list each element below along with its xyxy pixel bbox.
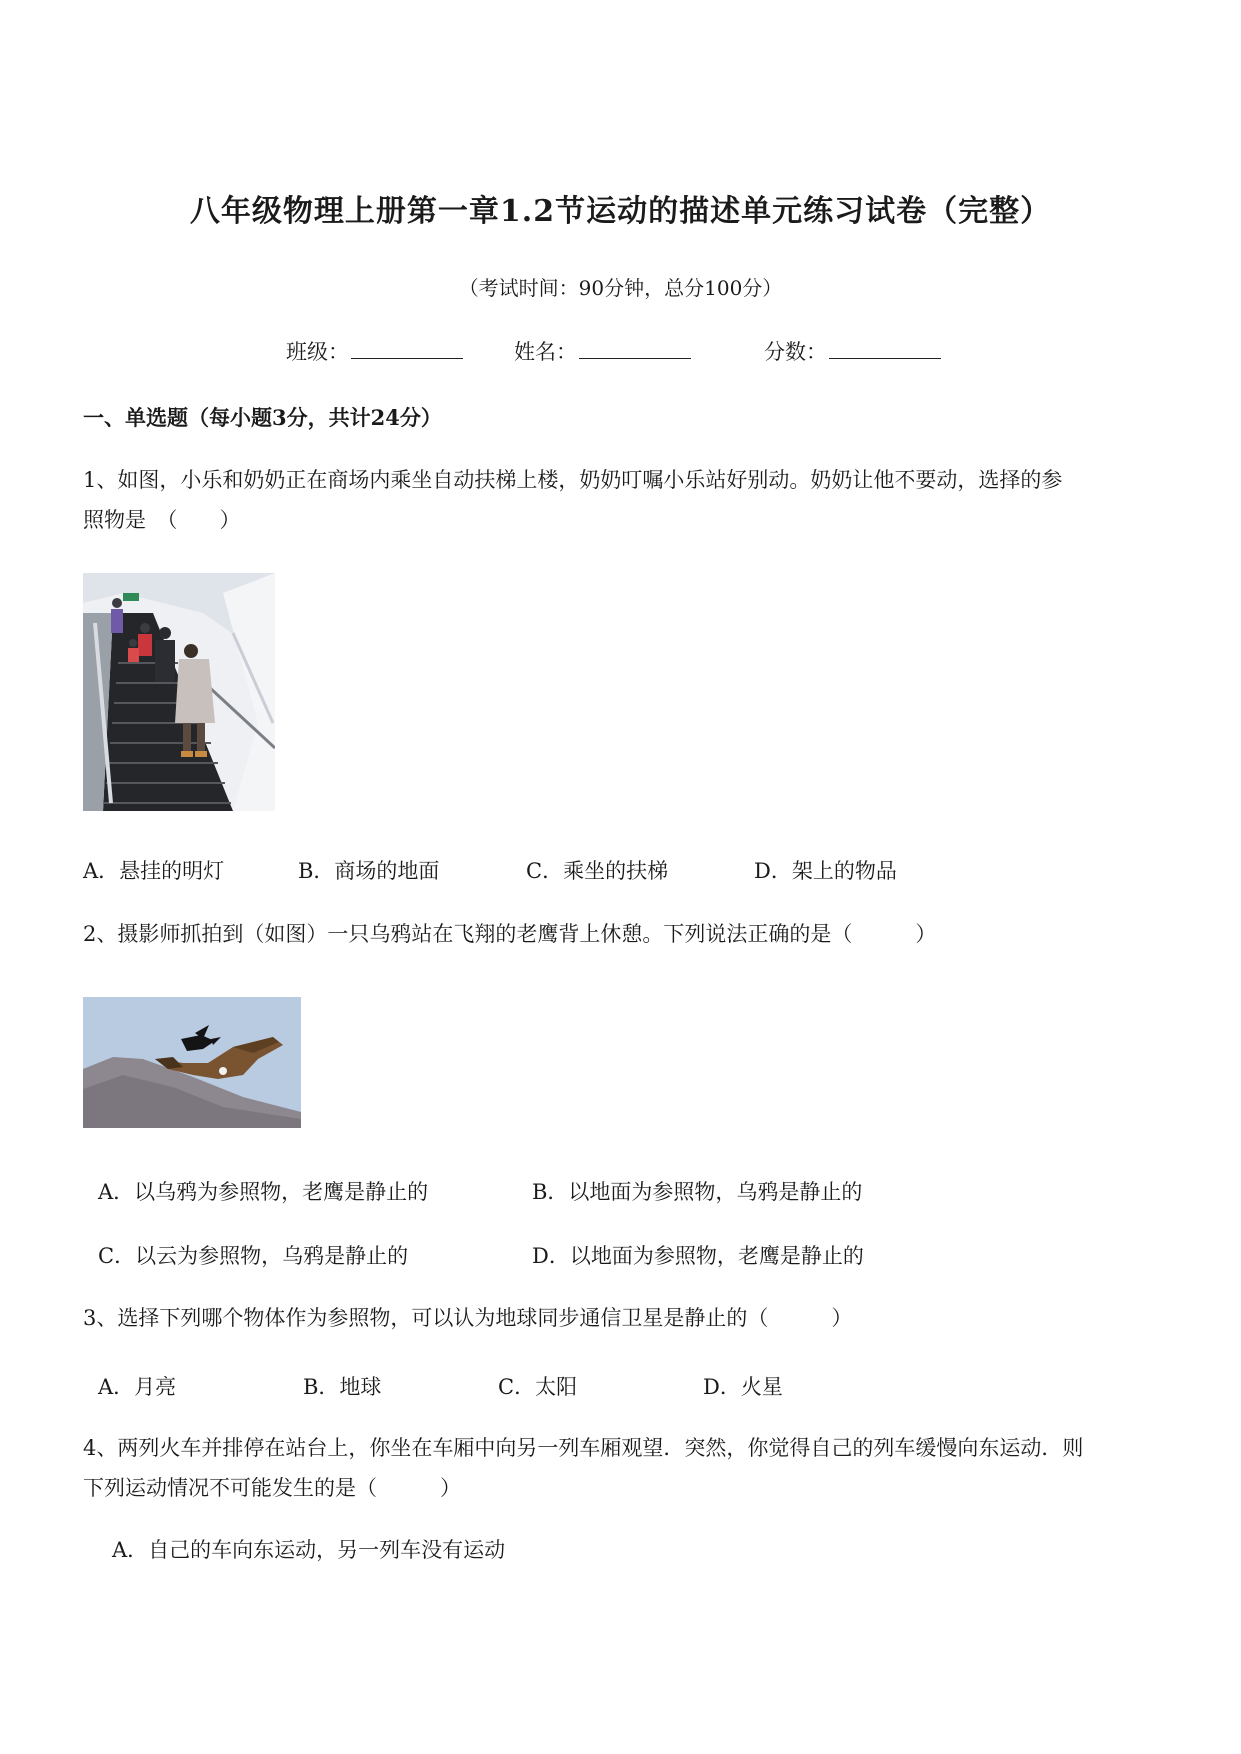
escalator-illustration <box>83 573 275 811</box>
section-heading: 一、单选题（每小题3分，共计24分） <box>83 405 442 430</box>
question-4-line2: 下列运动情况不可能发生的是（ ） <box>83 1476 461 1500</box>
question-3-option-c[interactable]: C．太阳 <box>498 1375 578 1399</box>
class-label: 班级： <box>286 340 349 364</box>
score-blank[interactable] <box>829 340 941 359</box>
name-label: 姓名： <box>514 340 577 364</box>
crow-eagle-illustration <box>83 997 301 1128</box>
crow-eagle-photo <box>83 997 301 1128</box>
escalator-photo <box>83 573 275 811</box>
question-3-option-a[interactable]: A．月亮 <box>98 1375 177 1399</box>
question-2-option-d[interactable]: D．以地面为参照物，老鹰是静止的 <box>532 1244 864 1268</box>
question-3-option-d[interactable]: D．火星 <box>703 1375 783 1399</box>
score-label: 分数： <box>764 340 827 364</box>
question-2-option-c[interactable]: C．以云为参照物，乌鸦是静止的 <box>98 1244 409 1268</box>
question-2 <box>83 914 1158 954</box>
question-1-option-a[interactable]: A．悬挂的明灯 <box>83 859 225 883</box>
class-blank[interactable] <box>351 340 463 359</box>
question-4-line1: 4、两列火车并排停在站台上，你坐在车厢中向另一列车厢观望．突然，你觉得自己的列车缓慢向东运动．则 <box>83 1436 1084 1460</box>
question-2-line1: 2、摄影师抓拍到（如图）一只乌鸦站在飞翔的老鹰背上休憩。下列说法正确的是（ ） <box>83 922 937 946</box>
name-blank[interactable] <box>579 340 691 359</box>
exam-subtitle: （考试时间：90分钟，总分100分） <box>458 276 783 300</box>
question-3 <box>83 1298 1158 1338</box>
question-3-option-b[interactable]: B．地球 <box>303 1375 382 1399</box>
exam-title: 八年级物理上册第一章1.2节运动的描述单元练习试卷（完整） <box>189 194 1052 229</box>
question-1-option-d[interactable]: D．架上的物品 <box>754 859 897 883</box>
question-4-option-a[interactable]: A．自己的车向东运动，另一列车没有运动 <box>112 1538 506 1562</box>
question-1-option-b[interactable]: B．商场的地面 <box>298 859 440 883</box>
name-field <box>514 336 691 366</box>
question-2-option-a[interactable]: A．以乌鸦为参照物，老鹰是静止的 <box>98 1180 429 1204</box>
question-3-line1: 3、选择下列哪个物体作为参照物，可以认为地球同步通信卫星是静止的（ ） <box>83 1306 853 1330</box>
score-field <box>764 336 941 366</box>
question-1-line1: 1、如图，小乐和奶奶正在商场内乘坐自动扶梯上楼，奶奶叮嘱小乐站好别动。奶奶让他不要动，选择的参 <box>83 468 1063 492</box>
question-4 <box>83 1428 1158 1508</box>
question-1-line2: 照物是 （ ） <box>83 508 241 532</box>
question-1-option-c[interactable]: C．乘坐的扶梯 <box>526 859 669 883</box>
question-1 <box>83 460 1158 540</box>
class-field <box>286 336 463 366</box>
question-2-option-b[interactable]: B．以地面为参照物，乌鸦是静止的 <box>532 1180 863 1204</box>
